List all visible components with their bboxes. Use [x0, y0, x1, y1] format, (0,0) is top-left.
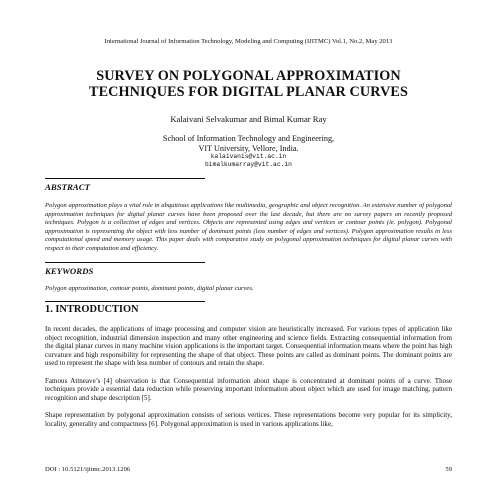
abstract-heading: ABSTRACT — [45, 178, 205, 193]
introduction-heading: 1. INTRODUCTION — [45, 301, 205, 316]
affiliation-line-2: VIT University, Vellore, India. — [198, 143, 299, 153]
author-email-1[interactable]: kalaivanis@vit.ac.in — [210, 153, 287, 161]
affiliation-line-1: School of Information Technology and Engineering, — [162, 134, 335, 143]
body-paragraph-2: Famous Attneave’s [4] observation is that Consequential information about shape is concentrated at dominant points of a curve. Those techniques provide a essential data reduction while preserving important information about object which are used for image matching, pattern recognition and shape description [5]. — [45, 376, 452, 402]
paper-page — [45, 38, 452, 428]
title-line-2: TECHNIQUES FOR DIGITAL PLANAR CURVES — [89, 84, 408, 100]
title-line-1: SURVEY ON POLYGONAL APPROXIMATION — [96, 68, 401, 84]
authors: Kalaivani Selvakumar and Bimal Kumar Ray — [170, 114, 327, 124]
journal-header: International Journal of Information Technology, Modeling and Computing (IJITMC) Vol.1, No.2, May 2013 — [104, 38, 393, 45]
page-number: 59 — [445, 466, 452, 473]
abstract-text: Polygon approximation plays a vital role in abquitious applications like multimedia, geographic and object recognition. An extensive number of polygonal approximation techniques for digital planar curves have been proposed over the last decade, but there are no survey papers on recently proposed techniques. Polygon is a collection of edges and vertices. Objects are represented using edges and vertices or contour points (ie. polygon). Polygonal approximation is representing the object with less number of dominant points (less number of edges and vertices). Polygon approximation results in less computational speed and memory usage. This paper deals with comparative study on polygonal approximation techniques for digital planar curves with respect to their computation and efficiency. — [45, 202, 452, 252]
body-paragraph-1: In recent decades, the applications of image processing and computer vision are heuristically increased. For various types of application like object recognition, industrial dimension inspection and many other engineering and science fields. Extracting consequential information from the digital planar curves in many machine vision applications is the important target. Consequential information means where the point has high curvature and high responsibility for representing the shape of that object. These points are called as dominant points. The dominant points are used to represent the shape with less number of contours and retain the shape. — [45, 324, 452, 368]
author-email-2[interactable]: bimalkumarray@vit.ac.in — [205, 161, 292, 169]
keywords-text: Polygon approximation, contour points, dominant points, digital planar curves. — [45, 285, 254, 293]
affiliation — [45, 134, 452, 153]
footer-doi[interactable]: DOI : 10.5121/ijitmc.2013.1206 — [45, 466, 131, 473]
keywords-heading: KEYWORDS — [45, 262, 205, 277]
paper-title — [45, 68, 452, 100]
body-paragraph-3: Shape representation by polygonal approximation consists of serious vertices. These representations become very popular for its simplicity, locality, generality and compactness [6]. Polygonal approximation is used in various applications like, — [45, 411, 452, 428]
